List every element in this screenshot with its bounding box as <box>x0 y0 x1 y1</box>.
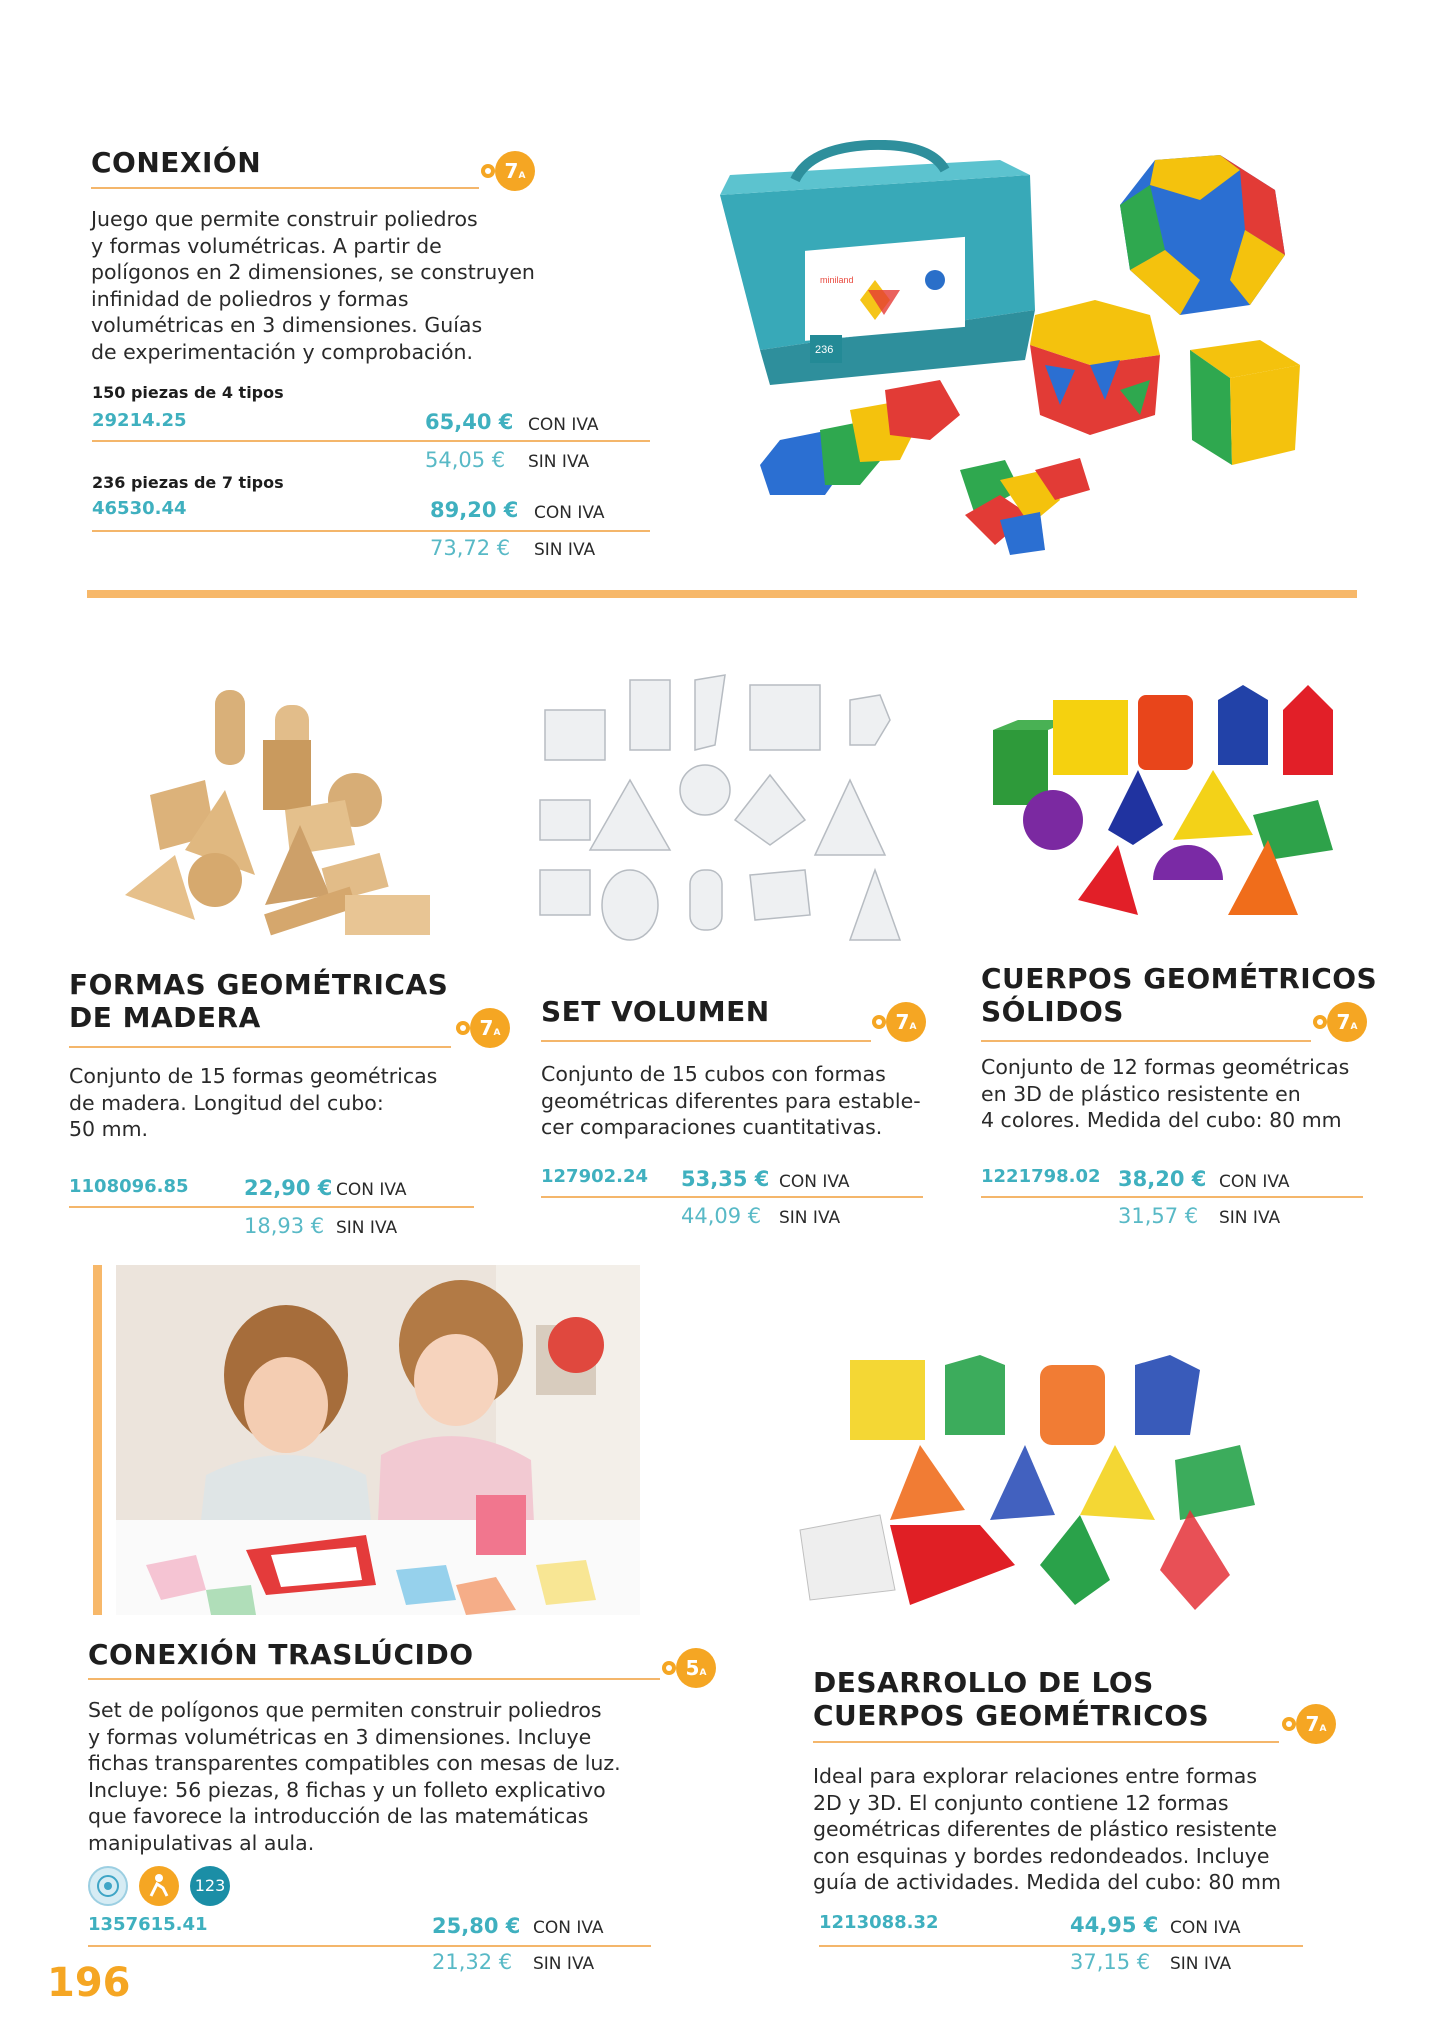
sin-iva-label: SIN IVA <box>534 540 596 560</box>
price-without-vat: 54,05 € <box>425 448 506 472</box>
price-rule <box>92 440 650 442</box>
variant-name: 236 piezas de 7 tipos <box>92 473 284 492</box>
box-brand: miniland <box>820 275 854 285</box>
price-without-vat: 31,57 € <box>1118 1204 1199 1228</box>
title-rule <box>541 1040 871 1042</box>
variant-name: 150 piezas de 4 tipos <box>92 383 284 402</box>
age-badge: 7A <box>1282 1704 1338 1744</box>
conexion-traslucido-description: Set de polígonos que permiten construir poliedros y formas volumétricas en 3 dimensiones. Incluye fichas transparentes compatibles con mesas de luz. Incluye: 56 piezas, 8 fichas y un folleto explicativo que favorece la introducción de las matemáticas manipulativas al aula. <box>88 1698 621 1855</box>
con-iva-label: CON IVA <box>1219 1172 1290 1192</box>
price-rule <box>541 1196 923 1198</box>
price-with-vat: 65,40 € <box>425 410 514 434</box>
price-rule <box>819 1945 1303 1947</box>
con-iva-label: CON IVA <box>336 1180 407 1200</box>
conexion-product-image <box>700 140 1310 570</box>
price-with-vat: 25,80 € <box>432 1914 521 1938</box>
price-without-vat: 18,93 € <box>244 1214 325 1238</box>
product-ref: 1357615.41 <box>88 1914 208 1935</box>
cuerpos-solidos-image <box>978 675 1378 940</box>
price-rule <box>92 530 650 532</box>
conexion-traslucido-photo <box>116 1265 640 1615</box>
price-with-vat: 44,95 € <box>1070 1913 1159 1937</box>
cuerpos-solidos-description: Conjunto de 12 formas geométricas en 3D de plástico resistente en 4 colores. Medida del cubo: 80 mm <box>981 1055 1350 1132</box>
cuerpos-solidos-title: CUERPOS GEOMÉTRICOS SÓLIDOS <box>981 962 1378 1028</box>
formas-madera-title: FORMAS GEOMÉTRICAS DE MADERA <box>69 968 449 1034</box>
set-volumen-image <box>530 670 930 960</box>
product-ref: 1213088.32 <box>819 1912 939 1933</box>
age-badge: 7A <box>872 1002 928 1042</box>
product-ref: 29214.25 <box>92 410 187 431</box>
conexion-traslucido-title: CONEXIÓN TRASLÚCIDO <box>88 1638 474 1671</box>
sin-iva-label: SIN IVA <box>779 1208 841 1228</box>
page-number: 196 <box>47 1960 131 2006</box>
sin-iva-label: SIN IVA <box>1219 1208 1281 1228</box>
sin-iva-label: SIN IVA <box>533 1954 595 1974</box>
sin-iva-label: SIN IVA <box>1170 1954 1232 1974</box>
sin-iva-label: SIN IVA <box>528 452 590 472</box>
age-badge: 5A <box>662 1648 718 1688</box>
age-badge: 7A <box>481 151 537 191</box>
price-rule <box>69 1206 474 1208</box>
side-accent-bar <box>93 1265 102 1615</box>
math-123-icon: 123 <box>190 1866 230 1906</box>
conexion-title: CONEXIÓN <box>91 146 262 179</box>
box-count: 236 <box>815 344 834 356</box>
desarrollo-title: DESARROLLO DE LOS CUERPOS GEOMÉTRICOS <box>813 1666 1210 1732</box>
product-ref: 1108096.85 <box>69 1176 189 1197</box>
price-with-vat: 53,35 € <box>681 1167 770 1191</box>
product-ref: 127902.24 <box>541 1166 649 1187</box>
formas-madera-description: Conjunto de 15 formas geométricas de madera. Longitud del cubo: 50 mm. <box>69 1064 438 1141</box>
price-with-vat: 22,90 € <box>244 1176 333 1200</box>
title-rule <box>69 1046 451 1048</box>
conexion-title-rule <box>91 187 479 189</box>
desarrollo-description: Ideal para explorar relaciones entre formas 2D y 3D. El conjunto contiene 12 formas geométricas diferentes de plástico resistente con esquinas y bordes redondeados. Incluye guía de actividades. Medida del cubo: 80 mm <box>813 1764 1281 1894</box>
manipulative-icon <box>139 1866 179 1906</box>
conexion-description: Juego que permite construir poliedros y formas volumétricas. A partir de polígonos en 2 dimensiones, se construyen infinidad de poliedros y formas volumétricas en 3 dimensiones. Guías de experimentación y comprobación. <box>91 207 535 364</box>
age-badge: 7A <box>1313 1002 1369 1042</box>
con-iva-label: CON IVA <box>1170 1918 1241 1938</box>
price-with-vat: 89,20 € <box>430 498 519 522</box>
desarrollo-image <box>780 1350 1260 1650</box>
title-rule <box>88 1678 660 1680</box>
title-rule <box>813 1741 1279 1743</box>
set-volumen-description: Conjunto de 15 cubos con formas geométricas diferentes para estable- cer comparaciones cuantitativas. <box>541 1062 921 1139</box>
formas-madera-image <box>115 680 460 950</box>
price-without-vat: 44,09 € <box>681 1204 762 1228</box>
price-rule <box>981 1196 1363 1198</box>
con-iva-label: CON IVA <box>528 415 599 435</box>
product-ref: 46530.44 <box>92 498 187 519</box>
set-volumen-title: SET VOLUMEN <box>541 995 770 1028</box>
sin-iva-label: SIN IVA <box>336 1218 398 1238</box>
title-rule <box>981 1040 1311 1042</box>
price-without-vat: 21,32 € <box>432 1950 513 1974</box>
age-badge: 7A <box>456 1008 512 1048</box>
price-with-vat: 38,20 € <box>1118 1167 1207 1191</box>
light-table-icon <box>88 1866 128 1906</box>
price-without-vat: 73,72 € <box>430 536 511 560</box>
con-iva-label: CON IVA <box>533 1918 604 1938</box>
con-iva-label: CON IVA <box>534 503 605 523</box>
con-iva-label: CON IVA <box>779 1172 850 1192</box>
price-rule <box>88 1945 651 1947</box>
product-ref: 1221798.02 <box>981 1166 1101 1187</box>
section-divider <box>87 590 1357 598</box>
price-without-vat: 37,15 € <box>1070 1950 1151 1974</box>
